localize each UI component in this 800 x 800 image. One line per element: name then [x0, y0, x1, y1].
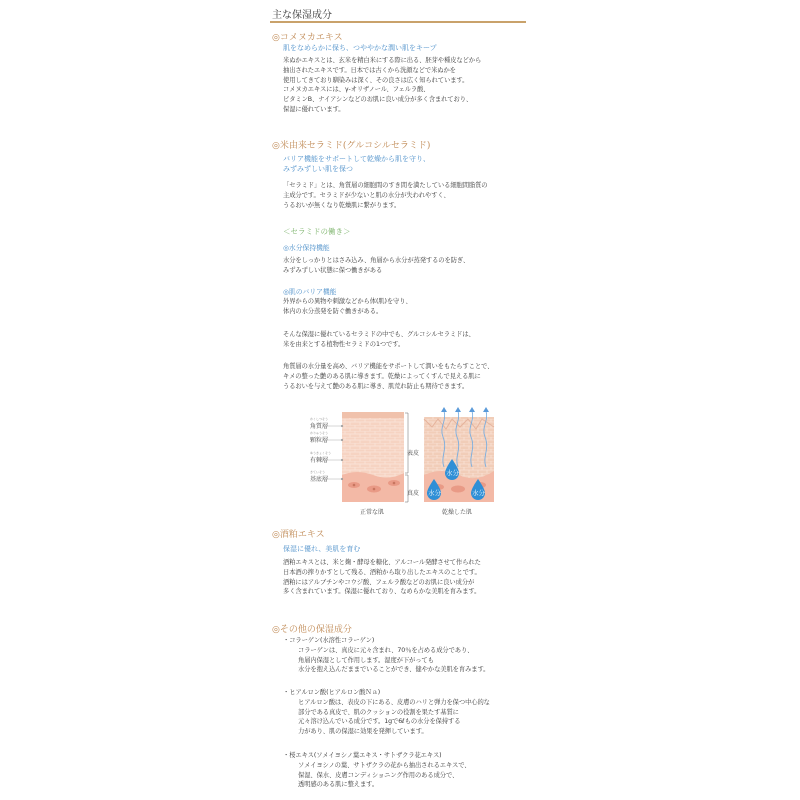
moisture-retention-heading: ◎水分保持機能: [283, 244, 330, 252]
body-line: 透明感のある肌に整えます。: [298, 781, 379, 789]
sake-lees-subtitle: 保湿に優れ、美肌を育む: [283, 545, 361, 553]
water-label: 水分: [428, 489, 441, 497]
body-line: キメの整った艶のある肌に導きます。乾燥によってくすんで見える肌に: [283, 372, 481, 380]
body-line: ソメイヨシノの葉、サトザクラの花から抽出されるエキスで、: [298, 761, 471, 769]
body-line: ビタミンB、ナイアシンなどのお肌に良い成分が多く含まれており、: [283, 96, 473, 104]
water-label: 水分: [472, 489, 485, 497]
body-line: 水分を抱え込んだままでいることができ、健やかな美肌を育みます。: [298, 666, 490, 674]
rice-bran-body: [283, 56, 481, 115]
layer-label: 有棘層: [310, 457, 329, 464]
ceramide-heading: ◎米由来セラミド(グルコシルセラミド): [272, 141, 431, 151]
body-line: そんな保湿に優れているセラミドの中でも、グルコシルセラミドは、: [283, 331, 475, 338]
ceramide-effect-body: [283, 362, 493, 391]
body-line: 日本酒の搾りかすとして残る、酒粕から取り出したエキスのことです。: [283, 568, 481, 576]
body-line: うるおいを与えて艶のある肌に導き、肌荒れ防止も期待できます。: [283, 382, 469, 390]
moisture-retention-body: [283, 256, 469, 276]
collagen-item: [283, 636, 489, 675]
ceramide-subtitle-line: バリア機能をサポートして乾燥から肌を守り、: [283, 155, 430, 163]
body-line: みずみずしい状態に保つ働きがある: [283, 266, 383, 274]
ceramide-works-heading: ＜セラミドの働き＞: [283, 227, 351, 236]
arrow-heads: [441, 407, 489, 412]
layer-ruby: かくしつそう: [310, 417, 329, 421]
water-label: 水分: [446, 469, 459, 477]
body-line: 水分をしっかりとはさみ込み、角層から水分が蒸発するのを防ぎ、: [283, 257, 470, 264]
title-divider: [270, 21, 526, 23]
page-title: 主な保湿成分: [272, 10, 332, 21]
rice-bran-subtitle: 肌をなめらかに保ち、つややかな潤い肌をキープ: [283, 44, 437, 52]
body-line: 酒粕にはアルブチンやコウジ酸、フェルラ酸などのお肌に良い成分が: [283, 578, 475, 586]
layer-label: 角質層: [310, 423, 329, 430]
barrier-function-body: [283, 297, 412, 317]
skin-layer-diagram: [282, 407, 518, 517]
hyaluronic-acid-item: [283, 688, 490, 737]
normal-skin-panel: [342, 412, 404, 502]
body-line: 酒粕エキスとは、米と麹・酵母を糖化、アルコール発酵させて作られた: [283, 559, 481, 566]
body-line: 元々溶け込んでいる成分です。1gで6ℓもの水分を保持する: [298, 718, 461, 726]
layer-ruby: きていそう: [310, 470, 326, 474]
body-line: コラーゲンは、真皮に元々含まれ、70％を占める成分であり、: [298, 646, 474, 654]
sake-lees-body: [283, 558, 481, 597]
body-line: 保湿に優れています。: [283, 105, 345, 113]
body-line: うるおいが無くなり乾燥肌に繋がります。: [283, 201, 401, 209]
body-line: 主成分です。セラミドが少ないと肌の水分が失われやすく、: [283, 191, 450, 199]
dermis-label: 真皮: [407, 490, 420, 497]
others-heading: ◎その他の保湿成分: [272, 625, 352, 635]
body-line: 多く含まれています。保湿に優れており、なめらかな美肌を育みます。: [283, 588, 481, 596]
body-line: 使用してきており馴染みは深く、その良さは広く知られています。: [283, 76, 469, 84]
body-line: 部分である真皮で、肌のクッションの役割を果たす基質に: [298, 708, 459, 716]
item-title: ・桜エキス(ソメイヨシノ葉エキス・サトザクラ花エキス): [283, 752, 442, 759]
ceramide-subtitle-line: みずみずしい肌を保つ: [283, 164, 353, 173]
layer-ruby: ゆうきょくそう: [310, 451, 332, 455]
glucosylceramide-body: [283, 330, 475, 350]
ceramide-subtitle: [283, 155, 430, 174]
body-line: 米ぬかエキスとは、玄米を精白米にする際に出る、胚芽や種皮などから: [283, 57, 482, 64]
sakura-extract-item: [283, 751, 471, 790]
body-line: 角層内保湿として作用します。湿度が下がっても: [298, 656, 434, 664]
layer-label: 基底層: [310, 476, 329, 483]
epidermis-label: 表皮: [407, 450, 420, 457]
item-title: ・コラーゲン(水溶性コラーゲン): [283, 637, 375, 644]
body-line: 「セラミド」とは、角質層の細胞間のすき間を満たしている細胞間脂質の: [283, 182, 488, 189]
layer-ruby: かりゅうそう: [310, 431, 329, 435]
body-line: 米を由来とする植物性セラミドの1つです。: [283, 340, 405, 348]
body-line: 体内の水分蒸発を防ぐ働きがある。: [283, 307, 383, 315]
body-line: 力があり、肌の保湿に効果を発揮しています。: [298, 728, 428, 736]
layer-label: 顆粒層: [310, 437, 329, 444]
item-title: ・ヒアルロン酸(ヒアルロン酸Ｎａ): [283, 689, 381, 696]
ceramide-body: [283, 181, 488, 210]
body-line: ヒアルロン酸は、表皮の下にある、皮膚のハリと弾力を保つ中心的な: [298, 698, 490, 706]
normal-skin-caption: 正常な肌: [360, 509, 385, 516]
body-line: 抽出されたエキスです。日本では古くから洗顔などで米ぬかを: [283, 66, 456, 74]
body-line: 角質層の水分量を高め、バリア機能をサポートして潤いをもたらすことで、: [283, 363, 494, 370]
rice-bran-heading: ◎コメヌカエキス: [272, 33, 343, 43]
layer-brackets: [405, 413, 408, 502]
body-line: 保湿、保水、皮膚コンディショニング作用のある成分で、: [298, 771, 459, 779]
barrier-function-heading: ◎肌のバリア機能: [283, 288, 337, 296]
body-line: コメヌカエキスには、γ-オリザノール、フェルラ酸、: [283, 86, 430, 94]
dry-skin-caption: 乾燥した肌: [442, 509, 473, 516]
body-line: 外界からの異物や刺激などから体(肌)を守り、: [283, 298, 412, 305]
sake-lees-heading: ◎酒粕エキス: [272, 530, 325, 540]
